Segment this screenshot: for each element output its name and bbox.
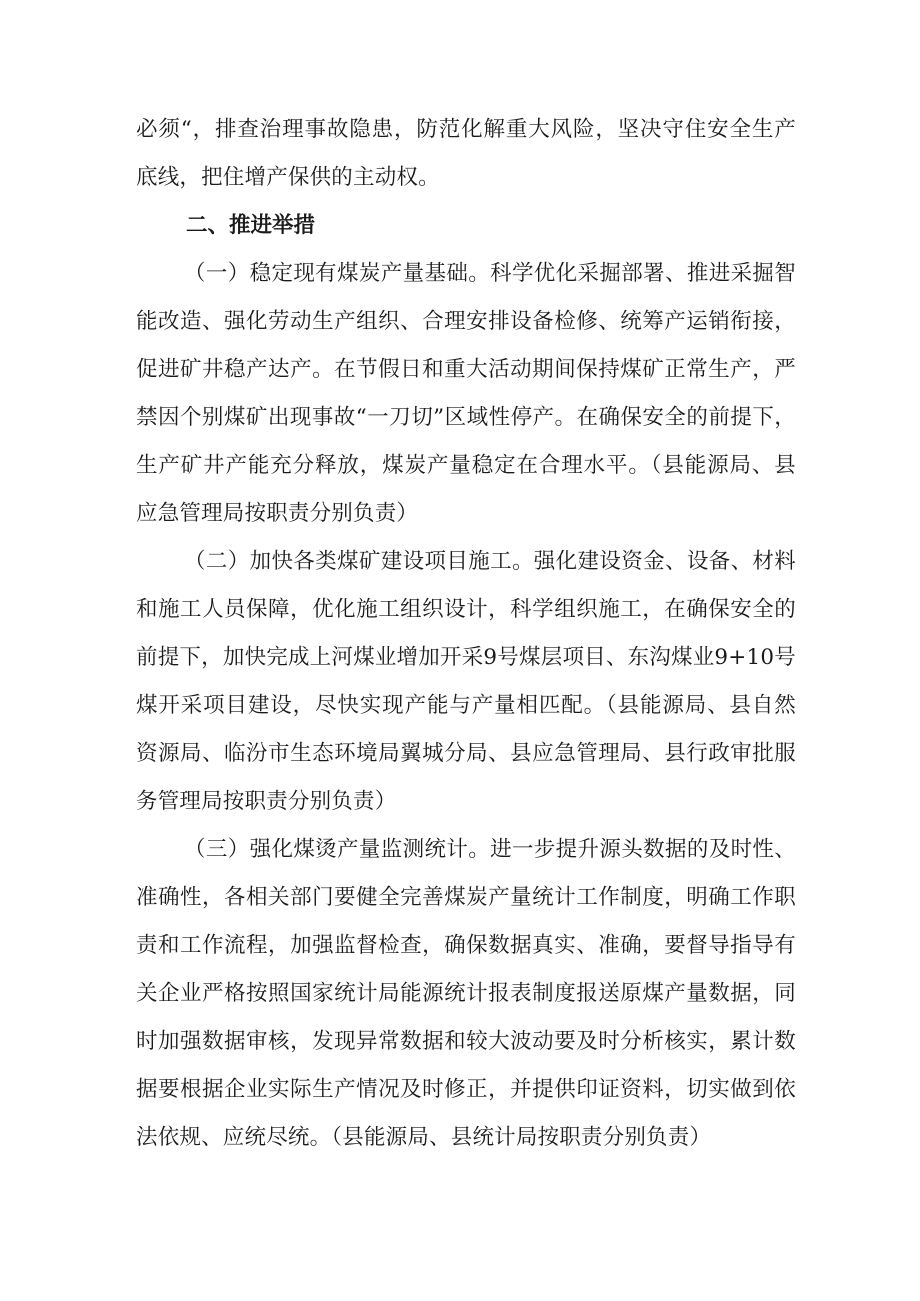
text-line: 生产矿井产能充分释放，煤炭产量稳定在合理水平。（县能源局、县 [136,453,796,478]
text-line: 能改造、强化劳动生产组织、合理安排设备检修、统筹产运销衔接， [136,309,796,334]
text-line: 资源局、临汾市生态环境局翼城分局、县应急管理局、县行政审批服 [136,741,796,766]
item-paragraph-1 [136,250,796,538]
text-line: 时加强数据审核，发现异常数据和较大波动要及时分析核实，累计数 [136,1029,796,1054]
section-heading: 二、推进举措 [186,213,316,238]
text-line: 禁因个别煤矿出现事故“一刀切”区域性停产。在确保安全的前提下， [136,405,796,430]
text-line: 务管理局按职责分别负责） [136,789,397,814]
text-line: 前提下，加快完成上河煤业增加开采9号煤层项目、东沟煤业9+10号 [136,645,796,670]
document-page [136,106,796,1162]
text-line: 应急管理局按职责分别负责） [136,501,419,526]
text-line: 关企业严格按照国家统计局能源统计报表制度报送原煤产量数据，同 [136,981,796,1006]
text-line: 煤开采项目建设，尽快实现产能与产量相匹配。（县能源局、县自然 [136,693,796,718]
text-line: （一）稳定现有煤炭产量基础。科学优化采掘部署、推进采掘智 [184,261,796,286]
text-line: 和施工人员保障，优化施工组织设计，科学组织施工，在确保安全的 [136,597,796,622]
text-line: 底线，把住增产保供的主动权。 [136,165,440,190]
intro-paragraph [136,106,796,202]
text-line: 必须“，排查治理事故隐患，防范化解重大风险，坚决守住安全生产 [136,117,796,142]
item-paragraph-3 [136,826,796,1162]
text-line: 促进矿井稳产达产。在节假日和重大活动期间保持煤矿正常生产，严 [136,357,796,382]
text-line: （三）强化煤烫产量监测统计。进一步提升源头数据的及时性、 [184,837,796,862]
text-line: 法依规、应统尽统。（县能源局、县统计局按职责分别负责） [136,1125,712,1150]
text-line: 准确性，各相关部门要健全完善煤炭产量统计工作制度，明确工作职 [136,885,796,910]
text-line: （二）加快各类煤矿建设项目施工。强化建设资金、设备、材料 [184,549,796,574]
text-line: 责和工作流程，加强监督检查，确保数据真实、准确，要督导指导有 [136,933,796,958]
text-line: 据要根据企业实际生产情况及时修正，并提供印证资料，切实做到依 [136,1077,796,1102]
item-paragraph-2 [136,538,796,826]
